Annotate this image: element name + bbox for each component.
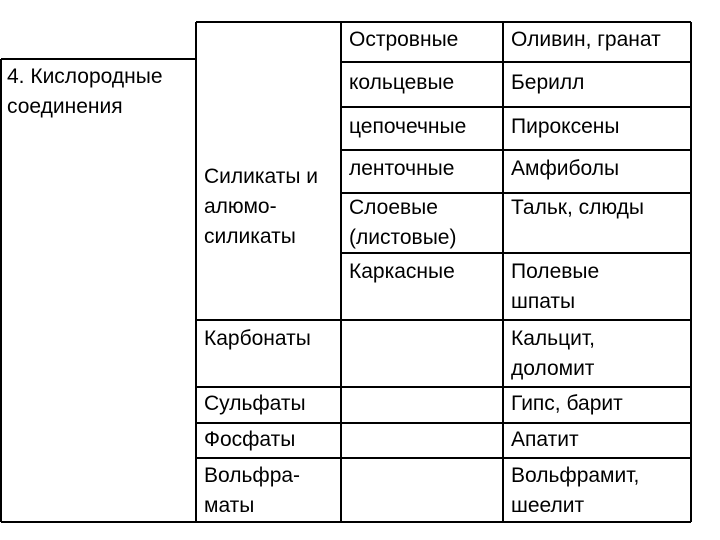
minerals-cell: Оливин, гранат xyxy=(511,28,661,51)
minerals-cell: Гипс, барит xyxy=(511,392,623,415)
subclass-cell: ленточные xyxy=(349,157,455,180)
minerals-cell: Вольфрамит, шеелит xyxy=(511,464,640,517)
subclass-cell: цепочечные xyxy=(349,115,467,138)
class-cell: Вольфра- маты xyxy=(204,464,301,517)
group-cell: 4. Кислородные соединения xyxy=(7,65,163,118)
silicates-class-cell: Силикаты и алюмо- силикаты xyxy=(204,165,319,248)
subclass-cell: Островные xyxy=(349,28,459,51)
minerals-cell: Тальк, слюды xyxy=(511,196,645,219)
minerals-cell: Полевые шпаты xyxy=(511,260,600,313)
minerals-cell: Кальцит, доломит xyxy=(511,327,595,380)
class-cell: Карбонаты xyxy=(204,327,311,350)
class-cell: Сульфаты xyxy=(204,392,306,415)
class-cell: Фосфаты xyxy=(204,428,296,451)
subclass-cell: кольцевые xyxy=(349,71,455,94)
subclass-cell: Слоевые (листовые) xyxy=(349,196,457,249)
minerals-cell: Амфиболы xyxy=(511,157,620,180)
subclass-cell: Каркасные xyxy=(349,260,455,283)
minerals-cell: Пироксены xyxy=(511,115,620,138)
minerals-cell: Апатит xyxy=(511,428,579,451)
minerals-cell: Берилл xyxy=(511,71,585,94)
